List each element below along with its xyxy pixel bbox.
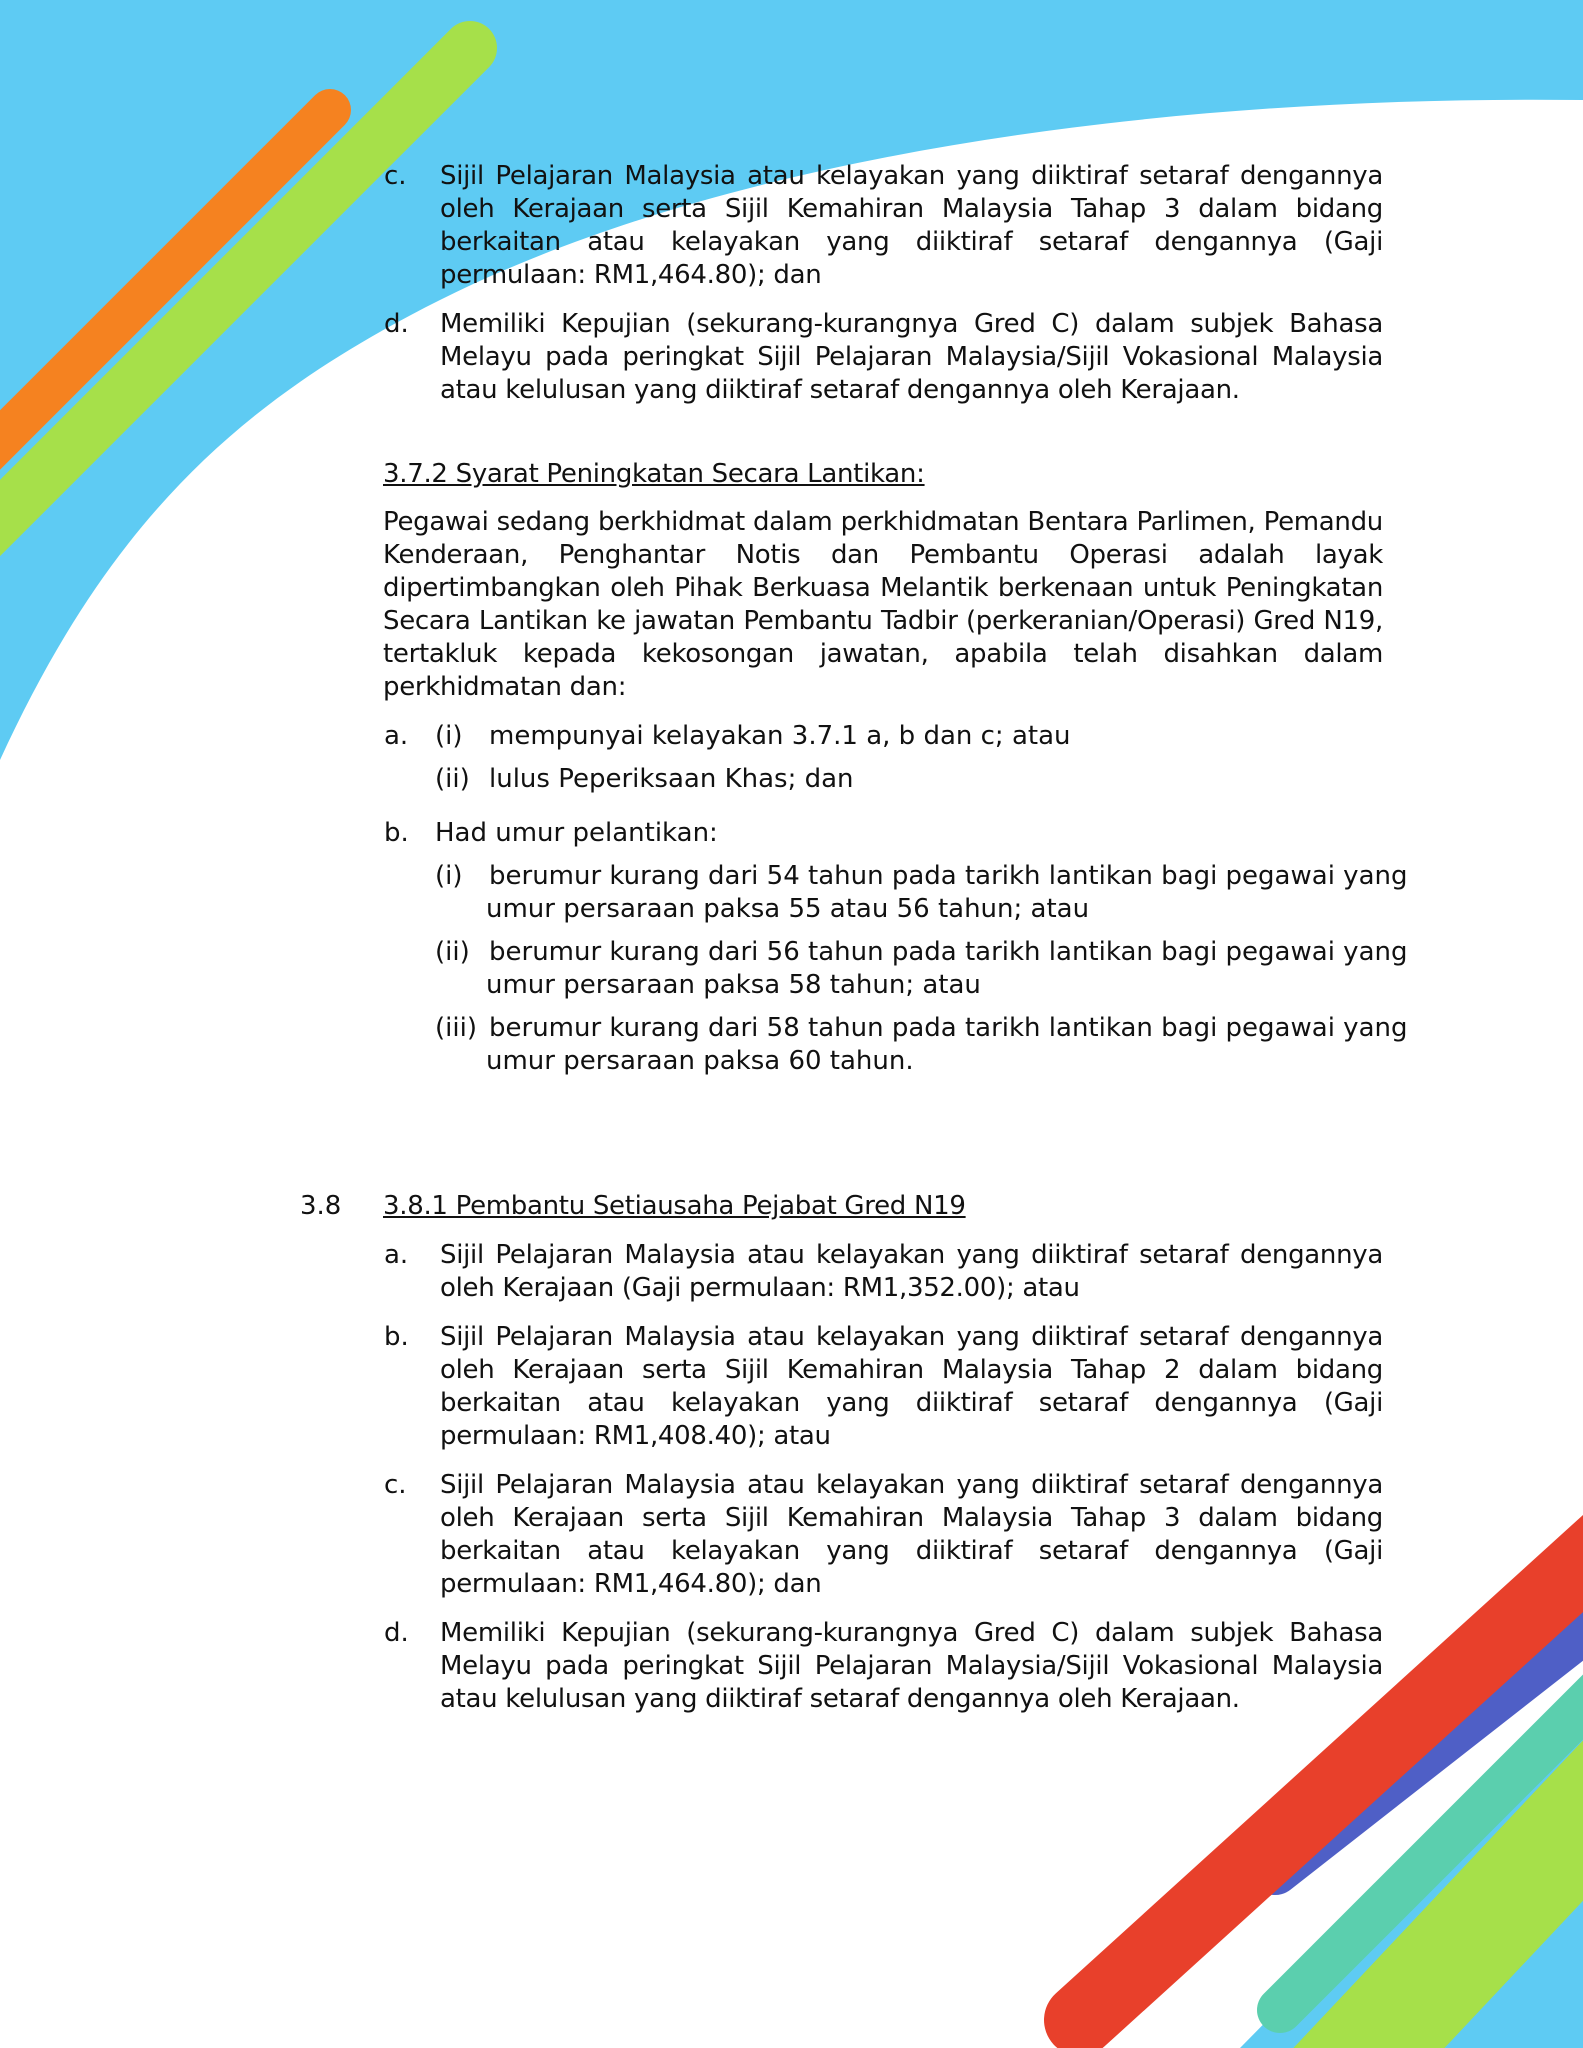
- s38-marker-b: b.: [384, 1322, 409, 1352]
- sub-marker-a-i: (i): [435, 721, 463, 751]
- list-marker-d: d.: [384, 309, 409, 339]
- sub-marker-b-iii: (iii): [435, 1013, 477, 1043]
- s38-marker-a: a.: [384, 1240, 409, 1270]
- sub-marker-b-ii: (ii): [435, 937, 470, 967]
- section-372-heading: 3.7.2 Syarat Peningkatan Secara Lantikan:: [383, 459, 925, 489]
- sub-item-b-ii-line1: berumur kurang dari 56 tahun pada tarikh lantikan bagi pegawai yang: [489, 937, 1408, 967]
- sub-item-b-ii-line2: umur persaraan paksa 58 tahun; atau: [486, 970, 981, 1000]
- s38-item-d-text: Memiliki Kepujian (sekurang-kurangnya Gred C) dalam subjek Bahasa Melayu pada peringkat Sijil Pelajaran Malaysia/Sijil Vokasional Malaysia atau kelulusan yang diiktiraf setaraf dengannya oleh Kerajaan.: [440, 1618, 1383, 1714]
- list-item-b-text: Had umur pelantikan:: [435, 818, 718, 848]
- sub-item-b-iii-line2: umur persaraan paksa 60 tahun.: [486, 1046, 914, 1076]
- section-372-paragraph: Pegawai sedang berkhidmat dalam perkhidmatan Bentara Parlimen, Pemandu Kenderaan, Penghantar Notis dan Pembantu Operasi adalah layak dipertimbangkan oleh Pihak Berkuasa Melantik berkenaan untuk Peningkatan Secara Lantikan ke jawatan Pembantu Tadbir (perkeranian/Operasi) Gred N19, tertakluk kepada kekosongan jawatan, apabila telah disahkan dalam perkhidmatan dan:: [383, 507, 1383, 702]
- sub-item-a-ii-text: lulus Peperiksaan Khas; dan: [489, 764, 854, 794]
- sub-marker-a-ii: (ii): [435, 764, 470, 794]
- sub-item-b-iii-line1: berumur kurang dari 58 tahun pada tarikh lantikan bagi pegawai yang: [489, 1013, 1408, 1043]
- s38-item-b-text: Sijil Pelajaran Malaysia atau kelayakan yang diiktiraf setaraf dengannya oleh Kerajaan serta Sijil Kemahiran Malaysia Tahap 2 dalam bidang berkaitan atau kelayakan yang diiktiraf setaraf dengannya (Gaji permulaan: RM1,408.40); atau: [440, 1322, 1383, 1451]
- sub-marker-b-i: (i): [435, 861, 463, 891]
- s38-item-c-text: Sijil Pelajaran Malaysia atau kelayakan yang diiktiraf setaraf dengannya oleh Kerajaan serta Sijil Kemahiran Malaysia Tahap 3 dalam bidang berkaitan atau kelayakan yang diiktiraf setaraf dengannya (Gaji permulaan: RM1,464.80); dan: [440, 1470, 1383, 1599]
- sub-item-b-i-line2: umur persaraan paksa 55 atau 56 tahun; atau: [486, 894, 1090, 924]
- s38-marker-d: d.: [384, 1618, 409, 1648]
- sub-item-b-i-line1: berumur kurang dari 54 tahun pada tarikh lantikan bagi pegawai yang: [489, 861, 1408, 891]
- list-item-c-text: Sijil Pelajaran Malaysia atau kelayakan yang diiktiraf setaraf dengannya oleh Kerajaan serta Sijil Kemahiran Malaysia Tahap 3 dalam bidang berkaitan atau kelayakan yang diiktiraf setaraf dengannya (Gaji permulaan: RM1,464.80); dan: [440, 161, 1383, 290]
- s38-item-a-text: Sijil Pelajaran Malaysia atau kelayakan yang diiktiraf setaraf dengannya oleh Kerajaan (Gaji permulaan: RM1,352.00); atau: [440, 1240, 1383, 1303]
- list-marker-a: a.: [384, 721, 409, 751]
- s38-marker-c: c.: [384, 1470, 407, 1500]
- section-381-heading: 3.8.1 Pembantu Setiausaha Pejabat Gred N19: [383, 1191, 966, 1221]
- section-38-number: 3.8: [300, 1191, 342, 1221]
- list-marker-c: c.: [384, 161, 407, 191]
- sub-item-a-i-text: mempunyai kelayakan 3.7.1 a, b dan c; atau: [489, 721, 1071, 751]
- list-marker-b: b.: [384, 818, 409, 848]
- list-item-d-text: Memiliki Kepujian (sekurang-kurangnya Gred C) dalam subjek Bahasa Melayu pada peringkat Sijil Pelajaran Malaysia/Sijil Vokasional Malaysia atau kelulusan yang diiktiraf setaraf dengannya oleh Kerajaan.: [440, 309, 1383, 405]
